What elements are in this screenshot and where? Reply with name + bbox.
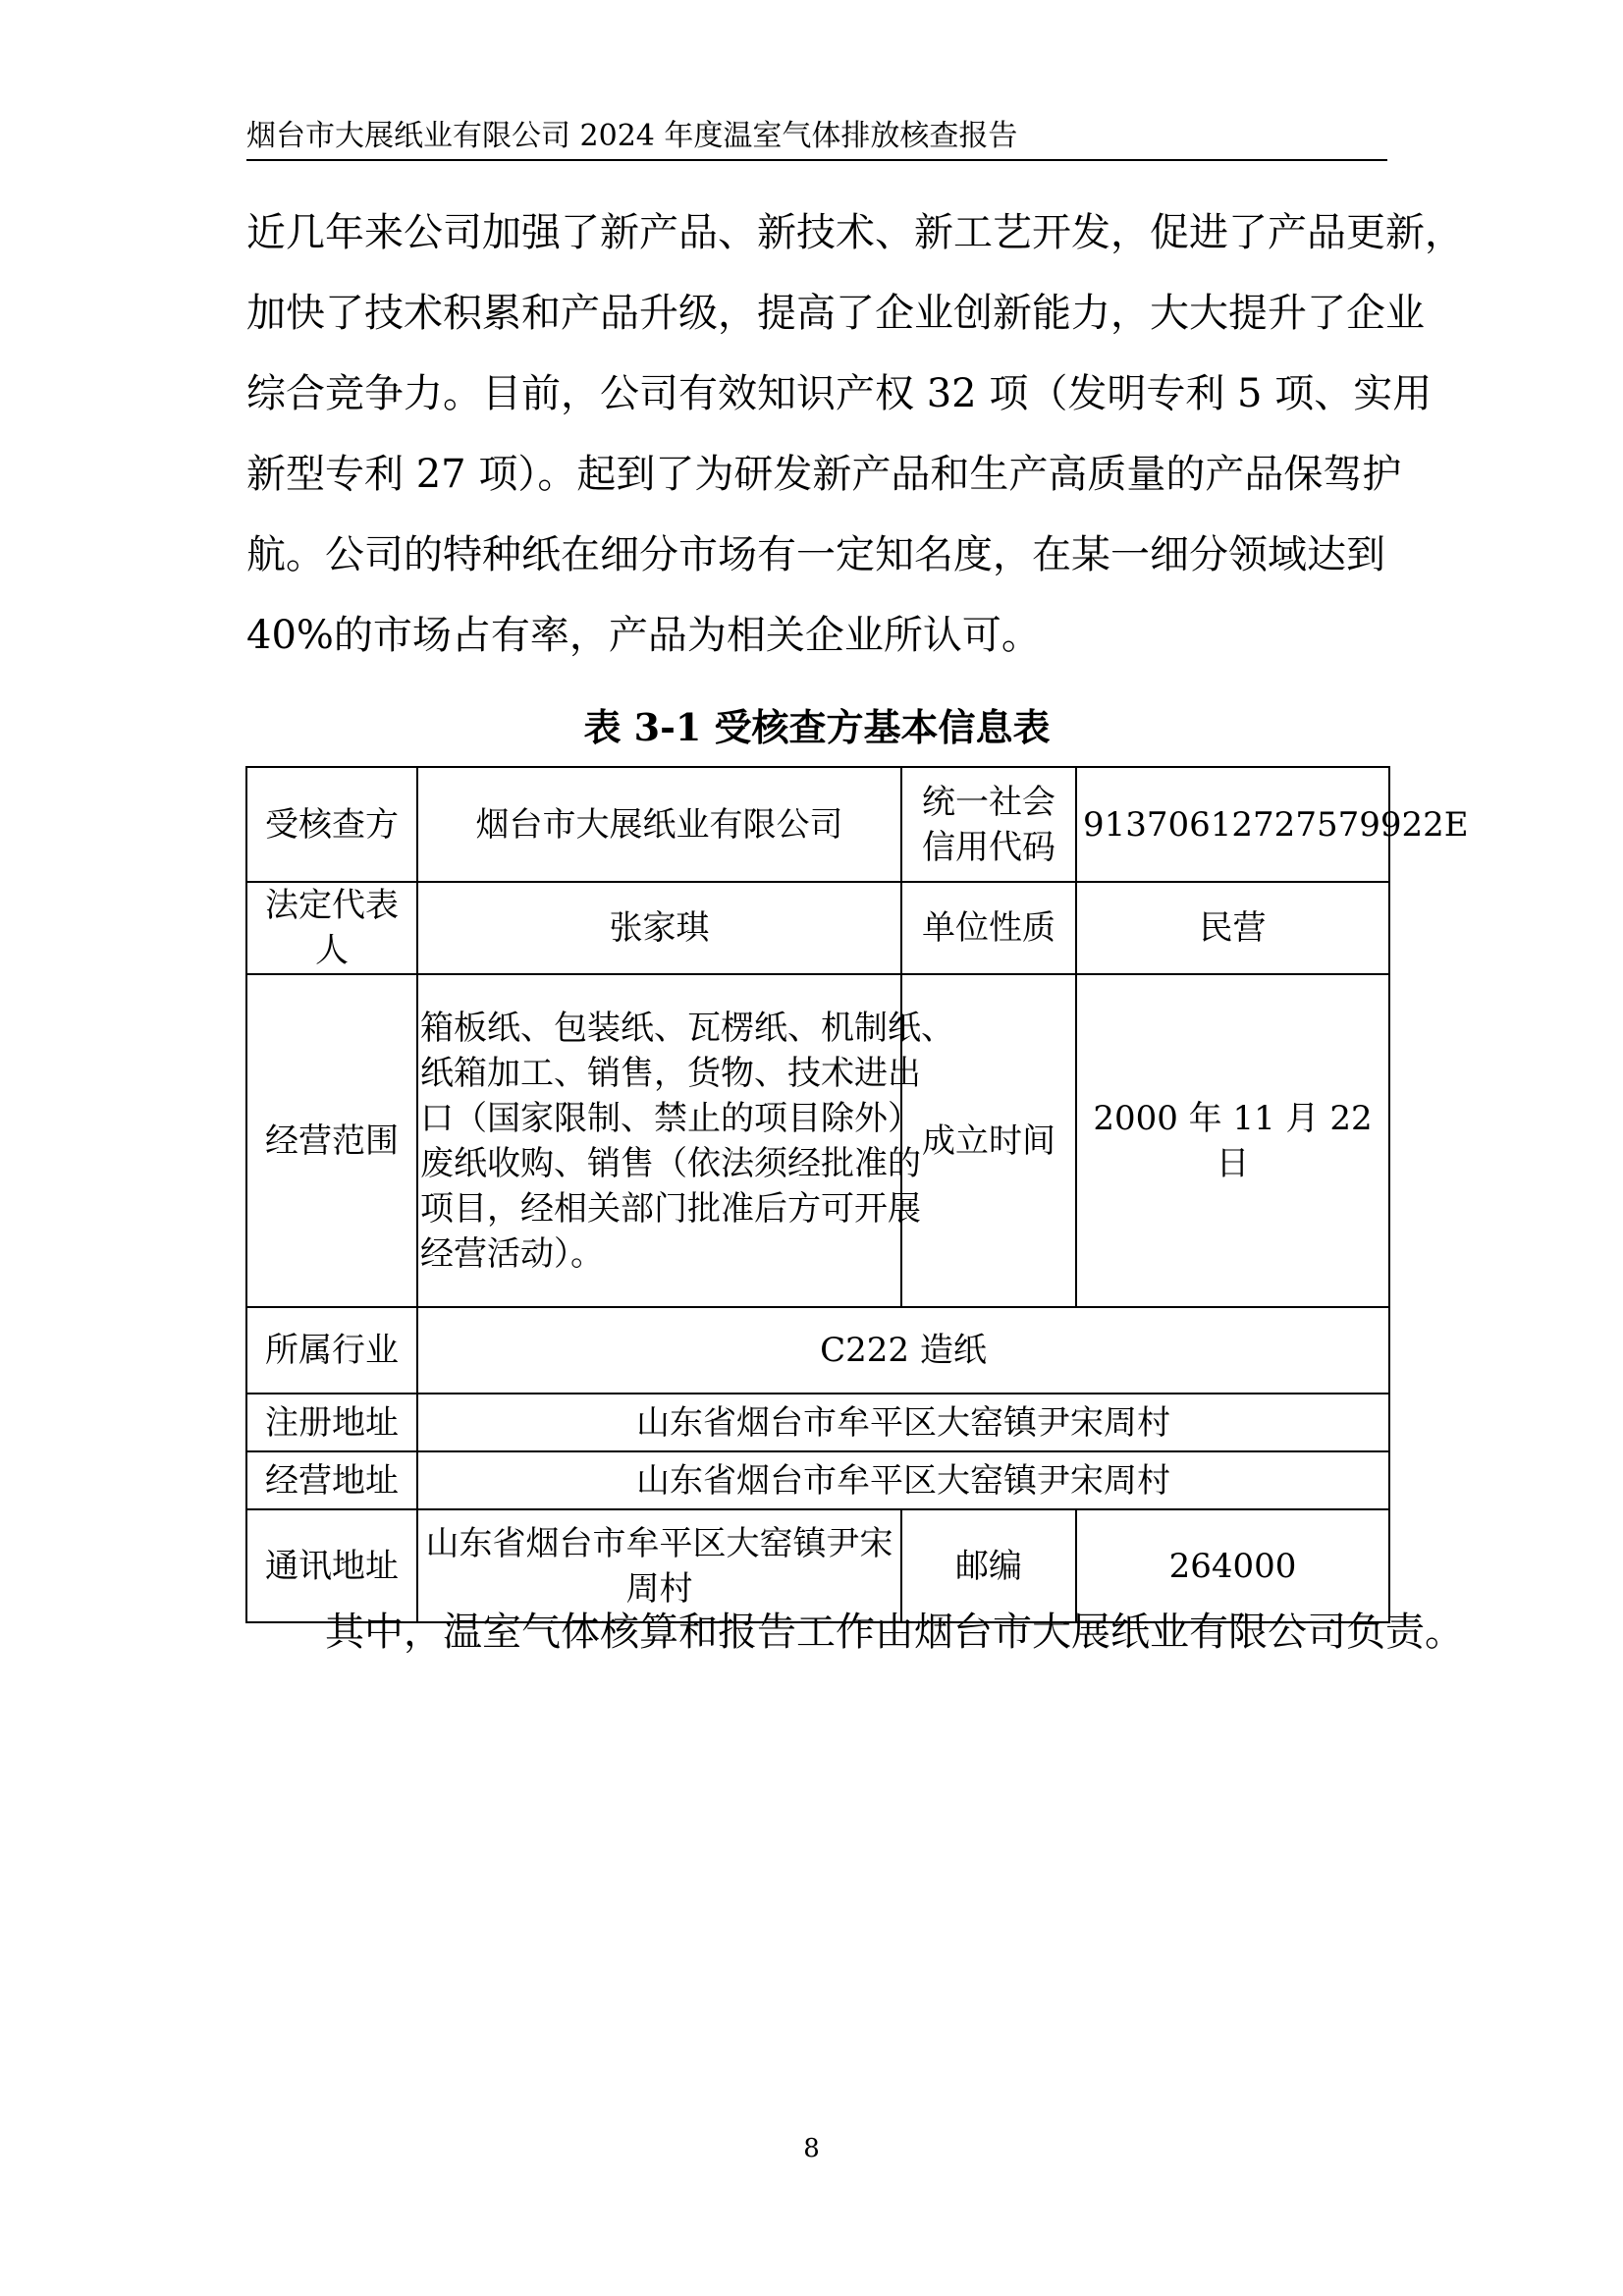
established-value: 2000 年 11 月 22 日 [1076,974,1389,1307]
business-address-label: 经营地址 [246,1451,417,1509]
postcode-value: 264000 [1076,1509,1389,1622]
business-scope-line: 纸箱加工、销售，货物、技术进出 [420,1053,921,1093]
table-row [246,882,1389,974]
mailing-address-label: 通讯地址 [246,1509,417,1622]
verified-party-value: 烟台市大展纸业有限公司 [417,767,901,882]
unit-nature-value: 民营 [1076,882,1389,974]
paragraph-line: 近几年来公司加强了新产品、新技术、新工艺开发，促进了产品更新， [246,210,1464,255]
page-number: 8 [803,2134,820,2163]
paragraph-line: 航。公司的特种纸在细分市场有一定知名度，在某一细分领域达到 [246,532,1385,577]
credit-code-value: 91370612727579922E [1076,767,1389,882]
legal-rep-label: 法定代表人 [246,882,417,974]
business-scope-line: 箱板纸、包装纸、瓦楞纸、机制纸、 [420,1008,954,1048]
business-scope-line: 口（国家限制、禁止的项目除外） [420,1098,921,1138]
business-scope-line: 项目，经相关部门批准后方可开展 [420,1188,921,1229]
business-address-value: 山东省烟台市牟平区大窑镇尹宋周村 [417,1451,1389,1509]
paragraph-line: 40%的市场占有率，产品为相关企业所认可。 [246,613,1041,658]
credit-code-label-line: 信用代码 [922,827,1055,867]
credit-code-label-line: 统一社会 [922,782,1055,822]
responsibility-paragraph: 其中，温室气体核算和报告工作由烟台市大展纸业有限公司负责。 [325,1610,1464,1655]
business-scope-line: 废纸收购、销售（依法须经批准的 [420,1143,921,1183]
company-description-paragraph [246,192,1464,676]
industry-label: 所属行业 [246,1307,417,1394]
business-scope-line: 经营活动）。 [420,1233,604,1274]
table-row [246,767,1389,882]
table-row [246,974,1389,1307]
running-header: 烟台市大展纸业有限公司 2024 年度温室气体排放核查报告 [246,119,1018,153]
paragraph-line: 加快了技术积累和产品升级，提高了企业创新能力，大大提升了企业 [246,291,1425,336]
legal-rep-value: 张家琪 [417,882,901,974]
business-scope-value [417,974,954,1307]
industry-value: C222 造纸 [417,1307,1389,1394]
verified-party-label: 受核查方 [246,767,417,882]
header-divider [246,159,1387,161]
registered-address-label: 注册地址 [246,1394,417,1451]
table-row [246,1307,1389,1394]
credit-code-label [901,767,1076,882]
postcode-label: 邮编 [901,1509,1076,1622]
table-caption: 表 3-1 受核查方基本信息表 [583,705,1051,749]
table-row [246,1394,1389,1451]
business-scope-label: 经营范围 [246,974,417,1307]
verified-party-info-table [245,766,1469,1623]
unit-nature-label: 单位性质 [901,882,1076,974]
paragraph-line: 新型专利 27 项）。起到了为研发新产品和生产高质量的产品保驾护 [246,452,1402,497]
table-row [246,1451,1389,1509]
paragraph-line: 综合竞争力。目前，公司有效知识产权 32 项（发明专利 5 项、实用 [246,371,1433,416]
registered-address-value: 山东省烟台市牟平区大窑镇尹宋周村 [417,1394,1389,1451]
mailing-address-line: 山东省烟台市牟平区大窑镇尹宋 [425,1523,893,1563]
mailing-address-line: 周村 [625,1568,693,1609]
established-label: 成立时间 [901,974,1076,1307]
